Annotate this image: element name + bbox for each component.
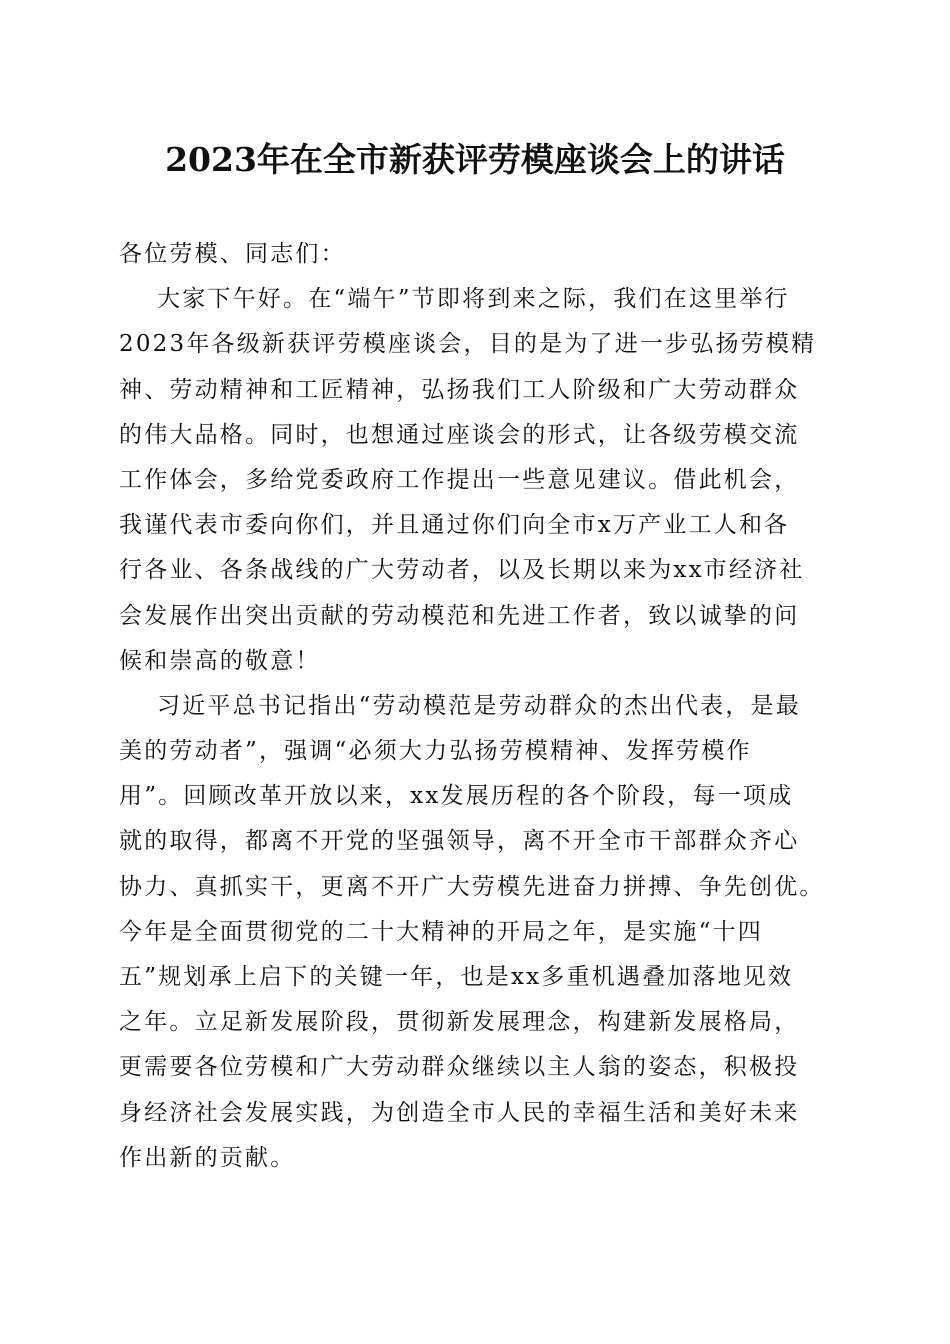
paragraph-line: 候和崇高的敬意！ [119, 647, 321, 674]
paragraph-line: 我谨代表市委向你们，并且通过你们向全市x万产业工人和各 [119, 512, 790, 539]
paragraph-2 [119, 684, 859, 1181]
salutation: 各位劳模、同志们： [119, 241, 346, 267]
paragraph-line: 协力、真抓实干，更离不开广大劳模先进奋力拼搏、争先创优。 [119, 873, 825, 900]
paragraph-line: 之年。立足新发展阶段，贯彻新发展理念，构建新发展格局， [119, 1009, 800, 1036]
paragraph-1 [119, 277, 859, 684]
paragraph-line: 今年是全面贯彻党的二十大精神的开局之年，是实施“十四 [119, 918, 763, 945]
paragraph-line: 五”规划承上启下的关键一年，也是xx多重机遇叠加落地见效 [119, 964, 794, 990]
paragraph-line: 会发展作出突出贡献的劳动模范和先进工作者，致以诚挚的问 [119, 602, 800, 629]
paragraph-line: 神、劳动精神和工匠精神，弘扬我们工人阶级和广大劳动群众 [119, 376, 800, 403]
paragraph-line: 身经济社会发展实践，为创造全市人民的幸福生活和美好未来 [119, 1099, 800, 1126]
paragraph-line: 的伟大品格。同时，也想通过座谈会的形式，让各级劳模交流 [119, 421, 800, 448]
paragraph-line: 2023年各级新获评劳模座谈会，目的是为了进一步弘扬劳模精 [119, 331, 817, 358]
paragraph-line: 用”。回顾改革开放以来，xx发展历程的各个阶段，每一项成 [119, 783, 794, 810]
paragraph-line: 习近平总书记指出“劳动模范是劳动群众的杰出代表，是最 [157, 692, 801, 719]
paragraph-line: 就的取得，都离不开党的坚强领导，离不开全市干部群众齐心 [119, 828, 800, 855]
paragraph-line: 更需要各位劳模和广大劳动群众继续以主人翁的姿态，积极投 [119, 1054, 800, 1081]
paragraph-line: 工作体会，多给党委政府工作提出一些意见建议。借此机会， [119, 466, 800, 493]
paragraph-line: 行各业、各条战线的广大劳动者，以及长期以来为xx市经济社 [119, 557, 805, 584]
document-title: 2023年在全市新获评劳模座谈会上的讲话 [165, 140, 785, 179]
paragraph-line: 大家下午好。在“端午”节即将到来之际，我们在这里举行 [157, 286, 790, 313]
document-body [119, 232, 859, 1181]
paragraph-line: 美的劳动者”，强调“必须大力弘扬劳模精神、发挥劳模作 [119, 738, 752, 765]
paragraph-line: 作出新的贡献。 [119, 1144, 296, 1171]
